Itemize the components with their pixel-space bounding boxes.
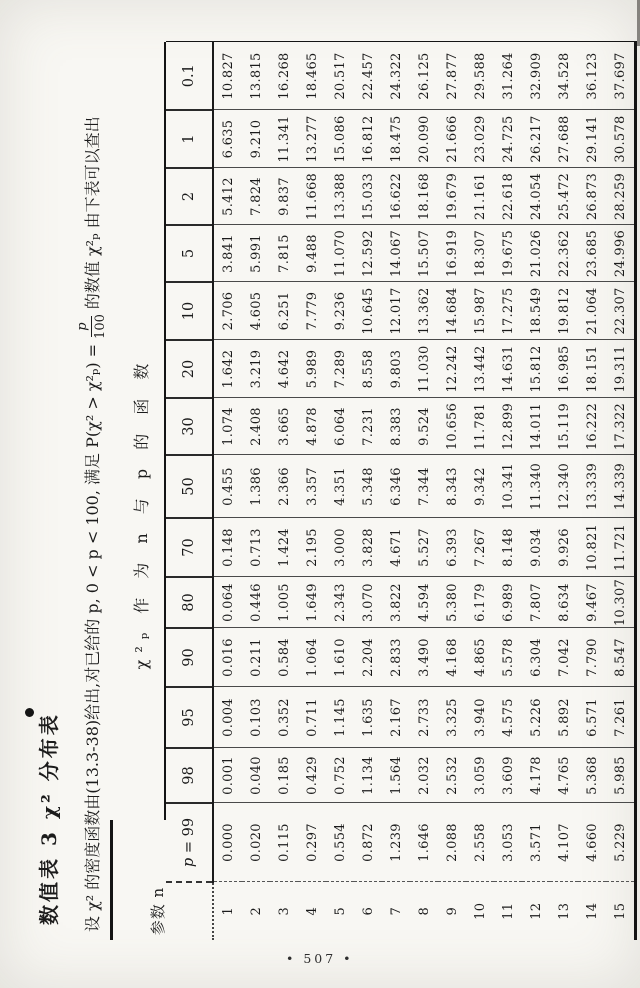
n-label: 1 bbox=[220, 906, 236, 916]
table-cell: 1.239 bbox=[382, 803, 410, 882]
table-cell: 13.339 bbox=[578, 455, 606, 518]
table-cell: 4.605 bbox=[242, 282, 270, 340]
table-cell: 9.342 bbox=[466, 455, 494, 518]
table-cell: 12.017 bbox=[382, 282, 410, 340]
table-cell: 24.725 bbox=[494, 110, 522, 168]
table-cell: 6.571 bbox=[578, 687, 606, 748]
table-cell: 1.074 bbox=[213, 398, 242, 455]
table-cell: 3.000 bbox=[326, 518, 354, 577]
rule-over-n-column bbox=[110, 820, 113, 940]
table-cell: 8.558 bbox=[354, 340, 382, 398]
table-cell: 5.348 bbox=[354, 455, 382, 518]
table-cell: 10.341 bbox=[494, 455, 522, 518]
table-cell: 0.001 bbox=[213, 748, 242, 803]
chi-square-table bbox=[166, 42, 637, 941]
table-cell: 12.340 bbox=[550, 455, 578, 518]
table-cell: 4.765 bbox=[550, 748, 578, 803]
n-label: 10 bbox=[472, 902, 488, 920]
n-label: 6 bbox=[360, 906, 376, 916]
col-header: 10 bbox=[166, 282, 213, 340]
n-label: 15 bbox=[612, 902, 628, 920]
table-row bbox=[326, 42, 354, 940]
table-cell: 18.307 bbox=[466, 225, 494, 282]
table-row bbox=[550, 42, 578, 940]
table-cell: 0.000 bbox=[213, 803, 242, 882]
table-cell: 9.210 bbox=[242, 110, 270, 168]
table-cell: 1.610 bbox=[326, 628, 354, 687]
table-cell: 4.878 bbox=[298, 398, 326, 455]
table-cell: 0.872 bbox=[354, 803, 382, 882]
table-cell: 0.429 bbox=[298, 748, 326, 803]
table-row bbox=[606, 42, 636, 940]
table-cell: 6.179 bbox=[466, 577, 494, 628]
table-cell: 4.168 bbox=[438, 628, 466, 687]
table-cell: 36.123 bbox=[578, 42, 606, 110]
caption-text-after: 的数值 χ²ₚ 由下表可以查出 bbox=[83, 116, 102, 310]
table-cell: 13.442 bbox=[466, 340, 494, 398]
fraction-p-over-100 bbox=[76, 314, 107, 339]
table-cell: 12.592 bbox=[354, 225, 382, 282]
print-dot-icon bbox=[25, 708, 34, 717]
table-cell: 0.148 bbox=[213, 518, 242, 577]
table-cell: 15.507 bbox=[410, 225, 438, 282]
table-cell: 16.919 bbox=[438, 225, 466, 282]
table-cell: 15.033 bbox=[354, 168, 382, 225]
table-cell: 22.457 bbox=[354, 42, 382, 110]
table-cell: 0.455 bbox=[213, 455, 242, 518]
table-cell: 0.297 bbox=[298, 803, 326, 882]
n-label: 9 bbox=[444, 906, 460, 916]
col-header: 0.1 bbox=[166, 42, 213, 110]
table-row bbox=[213, 42, 242, 940]
table-cell: 25.472 bbox=[550, 168, 578, 225]
table-cell: 3.325 bbox=[438, 687, 466, 748]
table-cell: 19.675 bbox=[494, 225, 522, 282]
table-cell: 2.167 bbox=[382, 687, 410, 748]
table-cell: 0.211 bbox=[242, 628, 270, 687]
table-cell: 3.940 bbox=[466, 687, 494, 748]
table-cell: 15.086 bbox=[326, 110, 354, 168]
table-cell: 2.366 bbox=[270, 455, 298, 518]
table-cell: 9.837 bbox=[270, 168, 298, 225]
table-cell: 1.635 bbox=[354, 687, 382, 748]
table-cell: 17.322 bbox=[606, 398, 636, 455]
table-cell: 4.594 bbox=[410, 577, 438, 628]
table-cell: 10.307 bbox=[606, 577, 636, 628]
table-cell: 4.671 bbox=[382, 518, 410, 577]
col-header: 98 bbox=[166, 748, 213, 803]
page-number: • 507 • bbox=[286, 951, 354, 966]
table-cell: 2.408 bbox=[242, 398, 270, 455]
table-cell: 8.383 bbox=[382, 398, 410, 455]
table-cell: 7.815 bbox=[270, 225, 298, 282]
table-cell: 26.873 bbox=[578, 168, 606, 225]
table-row bbox=[466, 42, 494, 940]
table-cell: 5.412 bbox=[213, 168, 242, 225]
table-cell: 7.231 bbox=[354, 398, 382, 455]
table-row bbox=[270, 42, 298, 940]
col-header: p = 99 bbox=[166, 803, 213, 882]
table-cell: 4.642 bbox=[270, 340, 298, 398]
table-cell: 26.125 bbox=[410, 42, 438, 110]
table-cell: 6.304 bbox=[522, 628, 550, 687]
table-cell: 9.488 bbox=[298, 225, 326, 282]
header-row bbox=[166, 42, 213, 940]
table-cell: 32.909 bbox=[522, 42, 550, 110]
table-cell: 10.821 bbox=[578, 518, 606, 577]
table-cell: 5.226 bbox=[522, 687, 550, 748]
table-row bbox=[438, 42, 466, 940]
table-cell: 14.011 bbox=[522, 398, 550, 455]
table-cell: 9.236 bbox=[326, 282, 354, 340]
table-cell: 8.547 bbox=[606, 628, 636, 687]
table-cell: 22.618 bbox=[494, 168, 522, 225]
table-cell: 24.996 bbox=[606, 225, 636, 282]
table-cell: 21.064 bbox=[578, 282, 606, 340]
table-cell: 6.989 bbox=[494, 577, 522, 628]
n-label: 2 bbox=[248, 906, 264, 916]
table-cell: 5.989 bbox=[298, 340, 326, 398]
table-cell: 11.340 bbox=[522, 455, 550, 518]
table-cell: 6.635 bbox=[213, 110, 242, 168]
table-cell: 2.706 bbox=[213, 282, 242, 340]
table-cell: 2.032 bbox=[410, 748, 438, 803]
table-cell: 2.733 bbox=[410, 687, 438, 748]
table-cell: 4.575 bbox=[494, 687, 522, 748]
table-cell: 2.195 bbox=[298, 518, 326, 577]
table-row bbox=[298, 42, 326, 940]
corner-cell bbox=[166, 882, 213, 940]
table-cell: 4.660 bbox=[578, 803, 606, 882]
table-cell: 18.168 bbox=[410, 168, 438, 225]
table-cell: 2.343 bbox=[326, 577, 354, 628]
table-cell: 37.697 bbox=[606, 42, 636, 110]
table-cell: 29.141 bbox=[578, 110, 606, 168]
table-cell: 1.649 bbox=[298, 577, 326, 628]
table-cell: 8.148 bbox=[494, 518, 522, 577]
table-cell: 12.242 bbox=[438, 340, 466, 398]
table-cell: 9.467 bbox=[578, 577, 606, 628]
n-label: 13 bbox=[556, 902, 572, 920]
col-header: 1 bbox=[166, 110, 213, 168]
table-cell: 18.151 bbox=[578, 340, 606, 398]
table-cell: 0.040 bbox=[242, 748, 270, 803]
table-cell: 7.824 bbox=[242, 168, 270, 225]
table-cell: 7.289 bbox=[326, 340, 354, 398]
page-title: 数值表 3 χ² 分布表 bbox=[37, 712, 61, 925]
table-cell: 27.877 bbox=[438, 42, 466, 110]
table-cell: 0.103 bbox=[242, 687, 270, 748]
table-cell: 6.393 bbox=[438, 518, 466, 577]
table-cell: 7.344 bbox=[410, 455, 438, 518]
table-cell: 4.178 bbox=[522, 748, 550, 803]
table-cell: 13.277 bbox=[298, 110, 326, 168]
table-cell: 1.386 bbox=[242, 455, 270, 518]
table-cell: 1.564 bbox=[382, 748, 410, 803]
table-cell: 0.115 bbox=[270, 803, 298, 882]
col-header: 2 bbox=[166, 168, 213, 225]
table-cell: 3.357 bbox=[298, 455, 326, 518]
table-cell: 7.779 bbox=[298, 282, 326, 340]
p-symbol: p bbox=[181, 857, 197, 868]
table-cell: 8.343 bbox=[438, 455, 466, 518]
table-cell: 16.622 bbox=[382, 168, 410, 225]
table-cell: 1.646 bbox=[410, 803, 438, 882]
table-body bbox=[213, 42, 636, 940]
table-cell: 11.030 bbox=[410, 340, 438, 398]
table-cell: 1.064 bbox=[298, 628, 326, 687]
table-cell: 6.346 bbox=[382, 455, 410, 518]
table-cell: 21.666 bbox=[438, 110, 466, 168]
table-cell: 10.656 bbox=[438, 398, 466, 455]
table-cell: 20.090 bbox=[410, 110, 438, 168]
table-cell: 9.803 bbox=[382, 340, 410, 398]
table-cell: 17.275 bbox=[494, 282, 522, 340]
col-header: 90 bbox=[166, 628, 213, 687]
table-cell: 3.828 bbox=[354, 518, 382, 577]
table-cell: 23.685 bbox=[578, 225, 606, 282]
table-cell: 19.812 bbox=[550, 282, 578, 340]
table-cell: 13.815 bbox=[242, 42, 270, 110]
table-cell: 28.259 bbox=[606, 168, 636, 225]
table-cell: 3.822 bbox=[382, 577, 410, 628]
col-header: 20 bbox=[166, 340, 213, 398]
table-cell: 0.004 bbox=[213, 687, 242, 748]
table-cell: 15.812 bbox=[522, 340, 550, 398]
table-cell: 12.899 bbox=[494, 398, 522, 455]
table-cell: 2.204 bbox=[354, 628, 382, 687]
table-cell: 23.029 bbox=[466, 110, 494, 168]
col-header: 50 bbox=[166, 455, 213, 518]
table-cell: 3.059 bbox=[466, 748, 494, 803]
table-cell: 14.631 bbox=[494, 340, 522, 398]
table-cell: 5.991 bbox=[242, 225, 270, 282]
table-cell: 1.145 bbox=[326, 687, 354, 748]
table-cell: 27.688 bbox=[550, 110, 578, 168]
table-cell: 15.119 bbox=[550, 398, 578, 455]
table-cell: 3.571 bbox=[522, 803, 550, 882]
table-cell: 5.229 bbox=[606, 803, 636, 882]
table-cell: 5.985 bbox=[606, 748, 636, 803]
table-row bbox=[382, 42, 410, 940]
table-cell: 19.311 bbox=[606, 340, 636, 398]
table-cell: 11.668 bbox=[298, 168, 326, 225]
table-cell: 34.528 bbox=[550, 42, 578, 110]
table-cell: 20.517 bbox=[326, 42, 354, 110]
table-cell: 0.064 bbox=[213, 577, 242, 628]
table-cell: 1.005 bbox=[270, 577, 298, 628]
table-row bbox=[522, 42, 550, 940]
table-cell: 13.388 bbox=[326, 168, 354, 225]
table-cell: 31.264 bbox=[494, 42, 522, 110]
table-cell: 21.026 bbox=[522, 225, 550, 282]
table-cell: 4.351 bbox=[326, 455, 354, 518]
table-cell: 7.790 bbox=[578, 628, 606, 687]
table-cell: 30.578 bbox=[606, 110, 636, 168]
n-label: 7 bbox=[388, 906, 404, 916]
table-cell: 9.034 bbox=[522, 518, 550, 577]
table-cell: 22.362 bbox=[550, 225, 578, 282]
table-row bbox=[410, 42, 438, 940]
row-header-label: 参数 n bbox=[149, 886, 167, 936]
table-cell: 18.465 bbox=[298, 42, 326, 110]
table-cell: 0.185 bbox=[270, 748, 298, 803]
table-cell: 0.446 bbox=[242, 577, 270, 628]
table-cell: 5.578 bbox=[494, 628, 522, 687]
table-cell: 11.341 bbox=[270, 110, 298, 168]
table-row bbox=[242, 42, 270, 940]
table-row bbox=[354, 42, 382, 940]
table-cell: 3.665 bbox=[270, 398, 298, 455]
table-cell: 18.475 bbox=[382, 110, 410, 168]
table-row bbox=[494, 42, 522, 940]
table-cell: 26.217 bbox=[522, 110, 550, 168]
table-cell: 7.807 bbox=[522, 577, 550, 628]
table-cell: 2.833 bbox=[382, 628, 410, 687]
table-cell: 5.527 bbox=[410, 518, 438, 577]
fraction-numerator: p bbox=[76, 316, 92, 336]
table-cell: 1.424 bbox=[270, 518, 298, 577]
table-cell: 2.558 bbox=[466, 803, 494, 882]
table-cell: 0.020 bbox=[242, 803, 270, 882]
table-cell: 1.134 bbox=[354, 748, 382, 803]
table-cell: 21.161 bbox=[466, 168, 494, 225]
table-cell: 0.016 bbox=[213, 628, 242, 687]
table-cell: 15.987 bbox=[466, 282, 494, 340]
table-cell: 10.645 bbox=[354, 282, 382, 340]
table-caption bbox=[76, 22, 107, 932]
n-label: 14 bbox=[584, 902, 600, 920]
table-row bbox=[578, 42, 606, 940]
table-cell: 0.554 bbox=[326, 803, 354, 882]
table-cell: 10.827 bbox=[213, 42, 242, 110]
n-label: 4 bbox=[304, 906, 320, 916]
col-header: 30 bbox=[166, 398, 213, 455]
table-span-label: χ²ₚ 作 为 n 与 p 的 函 数 bbox=[132, 356, 151, 670]
table-cell: 11.070 bbox=[326, 225, 354, 282]
table-cell: 2.532 bbox=[438, 748, 466, 803]
table-cell: 4.865 bbox=[466, 628, 494, 687]
n-label: 3 bbox=[276, 906, 292, 916]
table-cell: 0.352 bbox=[270, 687, 298, 748]
table-cell: 6.251 bbox=[270, 282, 298, 340]
table-cell: 7.042 bbox=[550, 628, 578, 687]
table-cell: 2.088 bbox=[438, 803, 466, 882]
fraction-denominator: 100 bbox=[93, 314, 108, 339]
table-cell: 3.490 bbox=[410, 628, 438, 687]
table-cell: 0.752 bbox=[326, 748, 354, 803]
table-cell: 3.609 bbox=[494, 748, 522, 803]
table-cell: 5.892 bbox=[550, 687, 578, 748]
table-cell: 13.362 bbox=[410, 282, 438, 340]
table-cell: 16.222 bbox=[578, 398, 606, 455]
table-cell: 11.781 bbox=[466, 398, 494, 455]
table-cell: 1.642 bbox=[213, 340, 242, 398]
table-cell: 6.064 bbox=[326, 398, 354, 455]
n-label: 8 bbox=[416, 906, 432, 916]
table-cell: 29.588 bbox=[466, 42, 494, 110]
table-cell: 22.307 bbox=[606, 282, 636, 340]
table-cell: 3.841 bbox=[213, 225, 242, 282]
table-cell: 24.054 bbox=[522, 168, 550, 225]
table-cell: 19.679 bbox=[438, 168, 466, 225]
table-cell: 14.067 bbox=[382, 225, 410, 282]
caption-text-before: 设 χ² 的密度函数由(13.3-38)给出,对已给的 p, 0 < p < 100, 满足 P(χ² > χ²ₚ) = bbox=[83, 343, 102, 932]
table-cell: 5.380 bbox=[438, 577, 466, 628]
table-cell: 4.107 bbox=[550, 803, 578, 882]
table-cell: 18.549 bbox=[522, 282, 550, 340]
table-cell: 3.219 bbox=[242, 340, 270, 398]
table-cell: 3.070 bbox=[354, 577, 382, 628]
table-cell: 7.261 bbox=[606, 687, 636, 748]
table-cell: 0.584 bbox=[270, 628, 298, 687]
col-header: 95 bbox=[166, 687, 213, 748]
table-cell: 14.339 bbox=[606, 455, 636, 518]
table-cell: 0.713 bbox=[242, 518, 270, 577]
table-cell: 5.368 bbox=[578, 748, 606, 803]
table-cell: 14.684 bbox=[438, 282, 466, 340]
table-cell: 24.322 bbox=[382, 42, 410, 110]
n-label: 5 bbox=[332, 906, 348, 916]
col-header: 5 bbox=[166, 225, 213, 282]
table-cell: 9.524 bbox=[410, 398, 438, 455]
n-label: 11 bbox=[500, 902, 516, 920]
table-cell: 8.634 bbox=[550, 577, 578, 628]
table-cell: 3.053 bbox=[494, 803, 522, 882]
table-cell: 16.985 bbox=[550, 340, 578, 398]
table-cell: 16.268 bbox=[270, 42, 298, 110]
table-cell: 11.721 bbox=[606, 518, 636, 577]
n-label: 12 bbox=[528, 902, 544, 920]
table-cell: 0.711 bbox=[298, 687, 326, 748]
col-header: 80 bbox=[166, 577, 213, 628]
table-cell: 9.926 bbox=[550, 518, 578, 577]
col-header: 70 bbox=[166, 518, 213, 577]
table-cell: 7.267 bbox=[466, 518, 494, 577]
table-cell: 16.812 bbox=[354, 110, 382, 168]
